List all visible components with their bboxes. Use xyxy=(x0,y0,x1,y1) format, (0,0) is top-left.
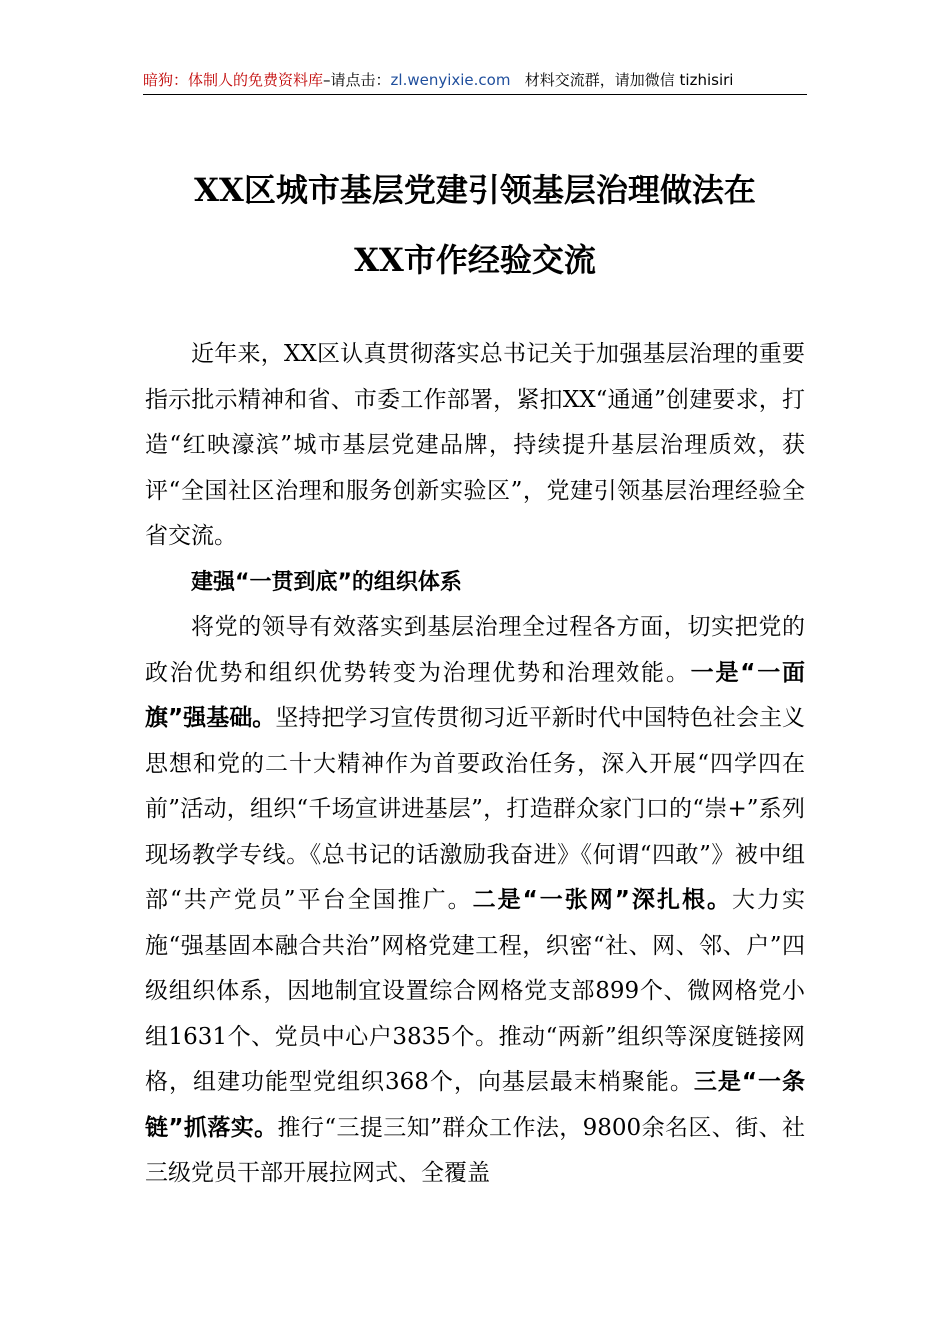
header-contact: 材料交流群，请加微信 tizhisiri xyxy=(524,71,734,89)
section-heading: 建强“一贯到底”的组织体系 xyxy=(191,569,462,595)
intro-paragraph: 近年来，XX区认真贯彻落实总书记关于加强基层治理的重要指示批示精神和省、市委工作部署，紧扣XX“通通”创建要求，打造“红映濠滨”城市基层党建品牌，持续提升基层治理质效，获评“全国社区治理和服务创新实验区”，党建引领基层治理经验全省交流。 xyxy=(145,341,805,549)
header-click-prompt: –请点击： xyxy=(323,71,391,89)
point1-text: 坚持把学习宣传贯彻习近平新时代中国特色社会主义思想和党的二十大精神作为首要政治任务，深入开展“四学四在前”活动，组织“千场宣讲进基层”，打造群众家门口的“崇+”系列现场教学专线。《总书记的话激励我奋进》《何谓“四敢”》被中组部“共产党员”平台全国推广。 xyxy=(145,705,805,913)
point2-text: 大力实施“强基固本融合共治”网格党建工程，织密“社、网、邻、户”四级组织体系，因地制宜设置综合网格党支部899个、微网格党小组1631个、党员中心户3835个。推动“两新”组织等深度链接网格，组建功能型党组织368个，向基层最末梢聚能。 xyxy=(145,887,805,1095)
section-lead: 将党的领导有效落实到基层治理全过程各方面，切实把党的政治优势和组织优势转变为治理优势和治理效能。 xyxy=(145,614,805,686)
section-paragraph xyxy=(145,605,805,1197)
document-title-line2: XX市作经验交流 xyxy=(354,241,596,279)
point1-label: 一是“一面旗”强基础。 xyxy=(145,659,805,731)
header-brand: 暗狗：体制人的免费资料库 xyxy=(143,71,324,89)
point3-text: 推行“三提三知”群众工作法，9800余名区、街、社三级党员干部开展拉网式、全覆盖 xyxy=(145,1114,805,1186)
point2-label: 二是“一张网”深扎根。 xyxy=(472,887,732,913)
document-body xyxy=(145,332,805,1197)
point3-label: 三是“一条链”抓落实。 xyxy=(145,1069,805,1141)
header-divider xyxy=(143,94,807,95)
header-banner xyxy=(143,68,807,92)
header-url-link[interactable]: zl.wenyixie.com xyxy=(390,71,511,89)
document-title-line1: XX区城市基层党建引领基层治理做法在 xyxy=(194,171,756,209)
